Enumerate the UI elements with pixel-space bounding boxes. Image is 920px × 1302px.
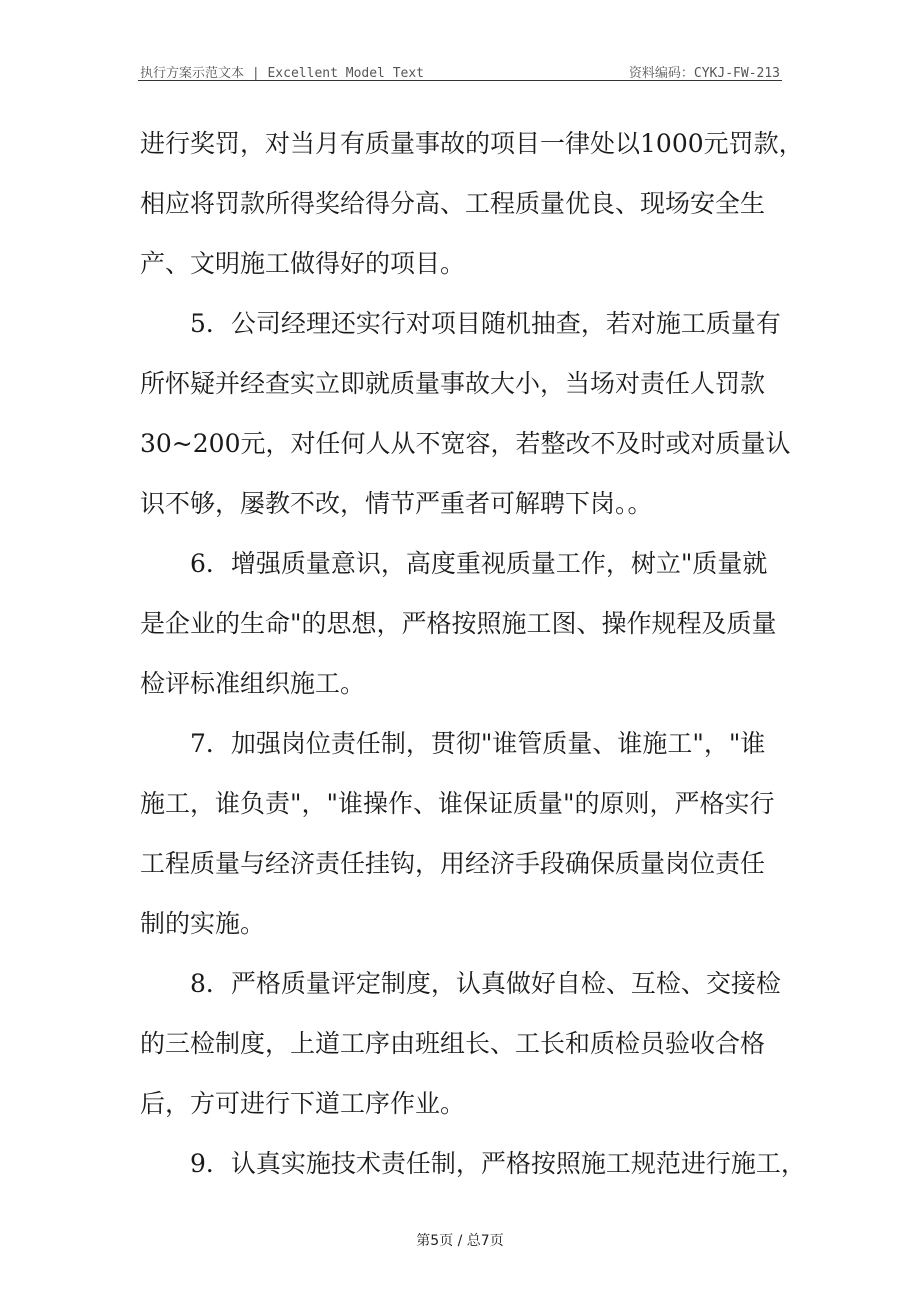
body-line: 是企业的生命"的思想，严格按照施工图、操作规程及质量 bbox=[140, 609, 777, 638]
body-line: 产、文明施工做得好的项目。 bbox=[140, 249, 466, 278]
header-divider bbox=[138, 80, 782, 81]
body-line: 检评标准组织施工。 bbox=[140, 669, 366, 698]
body-line: 30~200元，对任何人从不宽容，若整改不及时或对质量认 bbox=[140, 429, 791, 458]
paragraph-6-start: 6．增强质量意识，高度重视质量工作，树立"质量就 bbox=[190, 549, 768, 578]
document-code: 资料编码：CYKJ-FW-213 bbox=[628, 66, 780, 81]
body-line: 制的实施。 bbox=[140, 909, 266, 938]
paragraph-7-start: 7．加强岗位责任制，贯彻"谁管质量、谁施工"，"谁 bbox=[190, 729, 766, 758]
paragraph-8-start: 8．严格质量评定制度，认真做好自检、互检、交接检 bbox=[190, 969, 781, 998]
body-line: 识不够，屡教不改，情节严重者可解聘下岗。。 bbox=[140, 489, 653, 518]
paragraph-9-start: 9．认真实施技术责任制，严格按照施工规范进行施工， bbox=[190, 1149, 806, 1178]
body-line: 工程质量与经济责任挂钩，用经济手段确保质量岗位责任 bbox=[140, 849, 766, 878]
body-line: 所怀疑并经查实立即就质量事故大小，当场对责任人罚款 bbox=[140, 369, 766, 398]
body-line: 施工，谁负责"，"谁操作、谁保证质量"的原则，严格实行 bbox=[140, 789, 775, 818]
body-line: 相应将罚款所得奖给得分高、工程质量优良、现场安全生 bbox=[140, 189, 766, 218]
body-line: 进行奖罚，对当月有质量事故的项目一律处以1000元罚款， bbox=[140, 129, 804, 158]
header-title: 执行方案示范文本 | Excellent Model Text bbox=[140, 66, 425, 81]
page-number: 第5页 / 总7页 bbox=[416, 1233, 504, 1249]
page-header bbox=[138, 62, 782, 82]
body-line: 的三检制度，上道工序由班组长、工长和质检员验收合格 bbox=[140, 1029, 766, 1058]
document-body bbox=[140, 114, 806, 1194]
paragraph-5-start: 5．公司经理还实行对项目随机抽查，若对施工质量有 bbox=[190, 309, 781, 338]
body-line: 后，方可进行下道工序作业。 bbox=[140, 1089, 466, 1118]
